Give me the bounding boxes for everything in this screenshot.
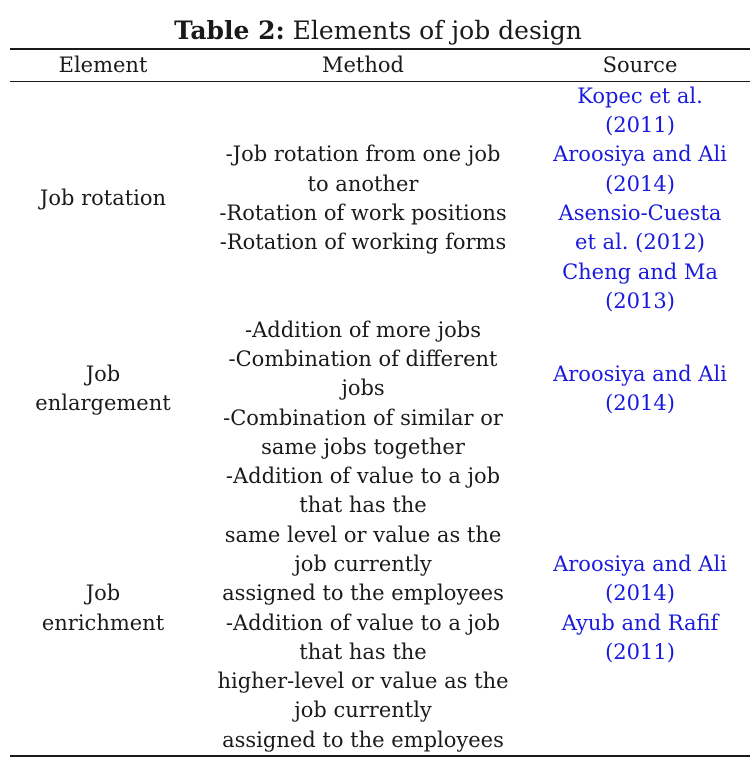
source-citation-link[interactable]: Kopec et al. bbox=[577, 83, 703, 108]
method-line: assigned to the employees bbox=[222, 727, 504, 752]
source-citation-link[interactable]: (2011) bbox=[605, 639, 675, 664]
method-line: -Addition of value to a job bbox=[225, 464, 501, 489]
method-line: job currently bbox=[294, 698, 432, 723]
bottom-rule bbox=[10, 755, 750, 757]
source-citation-link[interactable]: Aroosiya and Ali bbox=[553, 361, 727, 386]
source-citation-link[interactable]: Cheng and Ma bbox=[562, 259, 718, 284]
row-job-rotation-element bbox=[10, 82, 196, 316]
table-caption bbox=[0, 14, 756, 48]
row-job-enrichment-element bbox=[10, 462, 196, 755]
method-line: -Addition of value to a job bbox=[225, 610, 501, 635]
method-line: job currently bbox=[294, 551, 432, 576]
source-citation-link[interactable]: (2014) bbox=[605, 581, 675, 606]
header-source: Source bbox=[602, 53, 678, 77]
row-job-rotation-source bbox=[530, 82, 750, 316]
source-citation-link[interactable]: Asensio-Cuesta bbox=[558, 201, 722, 225]
row-job-enlargement-element bbox=[10, 316, 196, 462]
source-citation-link[interactable]: et al. (2012) bbox=[575, 230, 705, 255]
method-line: jobs bbox=[341, 376, 385, 401]
row-job-enrichment-method bbox=[210, 462, 516, 755]
method-line: -Addition of more jobs bbox=[244, 317, 482, 342]
source-citation-link[interactable]: (2013) bbox=[605, 288, 675, 313]
source-citation-link[interactable]: (2014) bbox=[605, 391, 675, 415]
method-line: to another bbox=[307, 171, 419, 196]
method-line: -Combination of similar or bbox=[223, 405, 503, 430]
source-citation-link[interactable]: (2014) bbox=[605, 171, 675, 196]
element-line: enlargement bbox=[35, 391, 171, 415]
method-line: -Rotation of working forms bbox=[219, 230, 507, 255]
row-job-enlargement-method bbox=[210, 316, 516, 462]
source-citation-link[interactable]: Aroosiya and Ali bbox=[553, 551, 727, 576]
source-citation-link[interactable]: Aroosiya and Ali bbox=[553, 142, 727, 167]
method-line: assigned to the employees bbox=[222, 581, 504, 606]
method-line: -Rotation of work positions bbox=[219, 201, 507, 225]
header-method: Method bbox=[322, 53, 404, 77]
header-element: Element bbox=[58, 53, 148, 77]
element-line: Job rotation bbox=[39, 186, 167, 211]
caption-text: Elements of job design bbox=[284, 16, 582, 45]
row-job-rotation-method bbox=[210, 82, 516, 316]
method-line: that has the bbox=[299, 639, 427, 664]
method-line: -Combination of different bbox=[228, 347, 498, 372]
caption-label: Table 2: bbox=[174, 16, 285, 45]
row-job-enlargement-source bbox=[530, 316, 750, 462]
element-line: Job bbox=[85, 581, 121, 606]
method-line: same level or value as the bbox=[224, 522, 502, 547]
method-line: same jobs together bbox=[261, 434, 465, 459]
method-line: higher-level or value as the bbox=[217, 669, 509, 694]
method-line: -Job rotation from one job bbox=[225, 142, 501, 167]
source-citation-link[interactable]: Ayub and Rafif bbox=[561, 610, 719, 635]
element-line: Job bbox=[85, 361, 121, 386]
source-citation-link[interactable]: (2011) bbox=[605, 113, 675, 138]
row-job-enrichment-source bbox=[530, 462, 750, 755]
element-line: enrichment bbox=[41, 610, 165, 635]
method-line: that has the bbox=[299, 493, 427, 518]
